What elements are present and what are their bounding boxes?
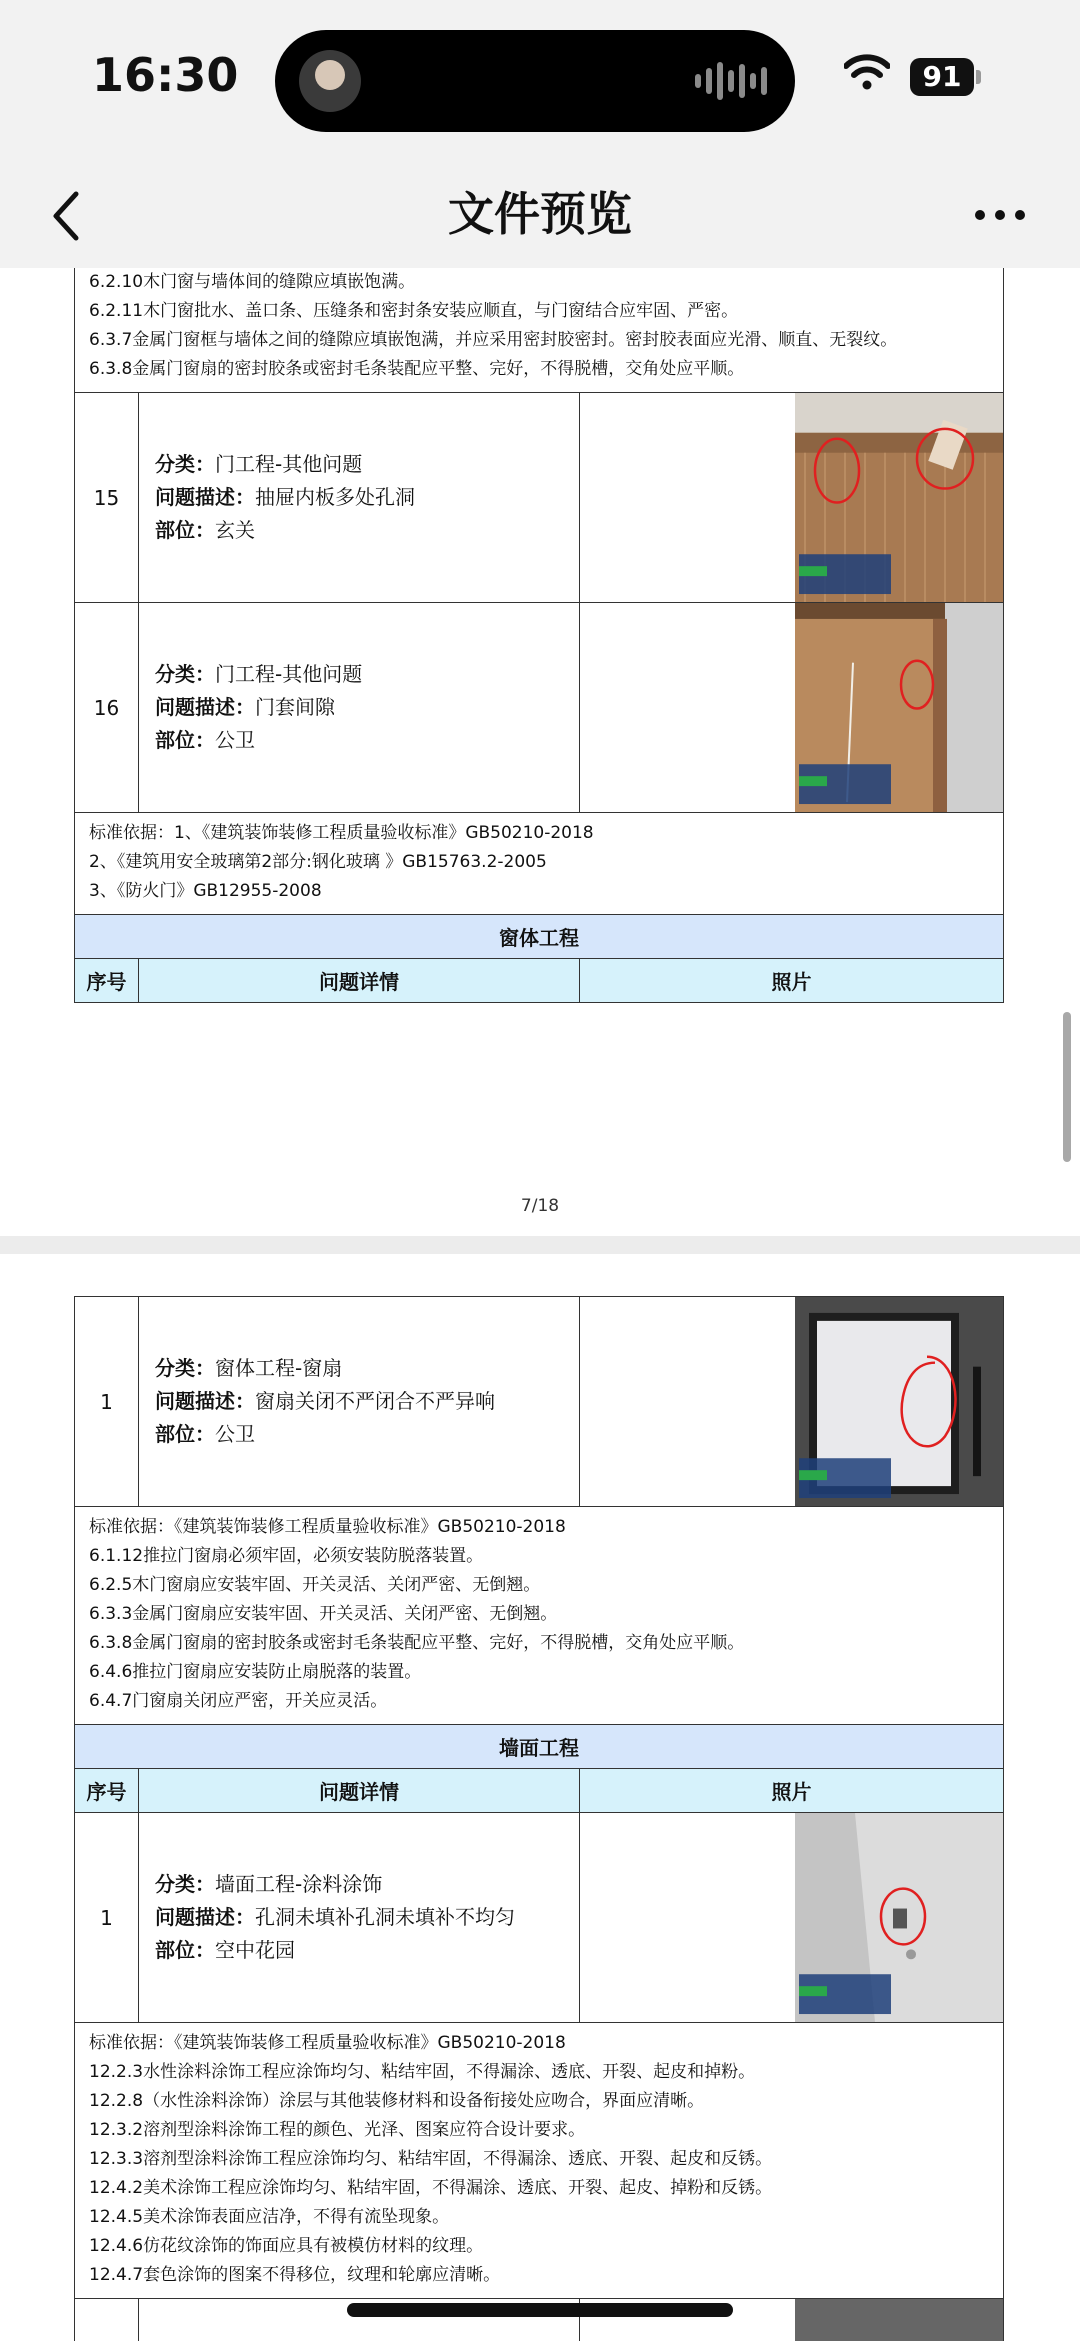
standard-line: 12.3.3溶剂型涂料涂饰工程应涂饰均匀、粘结牢固，不得漏涂、透底、开裂、起皮和反锈。 [89, 2149, 773, 2169]
battery-icon: 91 [910, 58, 974, 96]
item-detail: 分类：窗体工程-窗扇 问题描述：窗扇关闭不严闭合不严异响 部位：公卫 [139, 1297, 580, 1506]
standard-line: 6.3.8金属门窗扇的密封胶条或密封毛条装配应平整、完好，不得脱槽，交角处应平顺。 [89, 359, 745, 379]
standard-line: 12.4.2美术涂饰工程应涂饰均匀、粘结牢固，不得漏涂、透底、开裂、起皮、掉粉和反锈。 [89, 2178, 773, 2198]
standard-line: 6.2.10木门窗与墙体间的缝隙应填嵌饱满。 [89, 272, 416, 292]
standards-text [75, 1507, 1003, 1725]
header-detail: 问题详情 [139, 959, 580, 1002]
standards-text [75, 813, 1003, 915]
wifi-icon [844, 54, 890, 90]
standard-line: 6.4.6推拉门窗扇应安装防止扇脱落的装置。 [89, 1662, 422, 1682]
issue-photo[interactable] [795, 1813, 1003, 2022]
standard-line: 12.2.3水性涂料涂饰工程应涂饰均匀、粘结牢固，不得漏涂、透底、开裂、起皮和掉粉。 [89, 2062, 756, 2082]
nav-bar [0, 160, 1080, 268]
header-no: 序号 [75, 959, 139, 1002]
standard-line: 12.4.5美术涂饰表面应洁净，不得有流坠现象。 [89, 2207, 450, 2227]
standard-line: 12.4.6仿花纹涂饰的饰面应具有被模仿材料的纹理。 [89, 2236, 484, 2256]
standard-line: 12.3.2溶剂型涂料涂饰工程的颜色、光泽、图案应符合设计要求。 [89, 2120, 586, 2140]
header-photo: 照片 [771, 970, 812, 994]
photo-cell [580, 1813, 1003, 2022]
standards-text [75, 268, 1003, 393]
standard-line: 2、《建筑用安全玻璃第2部分:钢化玻璃 》GB15763.2-2005 [89, 852, 547, 872]
item-detail: 分类：门工程-其他问题 问题描述：门套间隙 部位：公卫 [139, 603, 580, 812]
issue-photo[interactable] [795, 603, 1003, 812]
standard-line: 6.3.3金属门窗扇应安装牢固、开关灵活、关闭严密、无倒翘。 [89, 1604, 558, 1624]
header-photo: 照片 [771, 1780, 812, 1804]
item-number: 1 [75, 1813, 139, 2022]
standard-line: 6.4.7门窗扇关闭应严密，开关应灵活。 [89, 1691, 388, 1711]
standards-text [75, 2023, 1003, 2299]
standard-line: 6.2.11木门窗批水、盖口条、压缝条和密封条安装应顺直，与门窗结合应牢固、严密。 [89, 301, 739, 321]
header-detail: 问题详情 [139, 1769, 580, 1812]
issue-photo[interactable] [795, 1297, 1003, 1506]
standard-line: 标准依据：《建筑装饰装修工程质量验收标准》GB50210-2018 [89, 1517, 566, 1537]
item-number: 15 [75, 393, 139, 602]
section-title: 窗体工程 [75, 915, 1003, 959]
standard-line: 6.1.12推拉门窗扇必须牢固，必须安装防脱落装置。 [89, 1546, 484, 1566]
document-page [0, 268, 1080, 1236]
standard-line: 标准依据：《建筑装饰装修工程质量验收标准》GB50210-2018 [89, 2033, 566, 2053]
table-row [75, 603, 1003, 813]
waveform-icon [695, 60, 767, 102]
battery-cap [976, 70, 981, 84]
standard-line: 6.2.5木门窗扇应安装牢固、开关灵活、关闭严密、无倒翘。 [89, 1575, 541, 1595]
item-number [75, 2299, 139, 2341]
page-title: 文件预览 [448, 187, 632, 241]
standard-line: 6.3.8金属门窗扇的密封胶条或密封毛条装配应平整、完好，不得脱槽，交角处应平顺。 [89, 1633, 745, 1653]
report-table [74, 1296, 1004, 2341]
standard-line: 6.3.7金属门窗框与墙体之间的缝隙应填嵌饱满，并应采用密封胶密封。密封胶表面应光滑、顺直、无裂纹。 [89, 330, 898, 350]
standard-line: 3、《防火门》GB12955-2008 [89, 881, 322, 901]
issue-photo[interactable] [795, 393, 1003, 602]
standard-line: 标准依据：1、《建筑装饰装修工程质量验收标准》GB50210-2018 [89, 823, 594, 843]
scrollbar[interactable] [1063, 1012, 1071, 1162]
now-playing-avatar [299, 50, 361, 112]
more-icon[interactable] [972, 200, 1028, 230]
status-time: 16:30 [92, 48, 239, 102]
standard-line: 12.2.8（水性涂料涂饰）涂层与其他装修材料和设备衔接处应吻合，界面应清晰。 [89, 2091, 705, 2111]
photo-cell [580, 1297, 1003, 1506]
header-no: 序号 [75, 1769, 139, 1812]
section-title: 墙面工程 [75, 1725, 1003, 1769]
issue-photo[interactable] [795, 2299, 1003, 2341]
item-number: 16 [75, 603, 139, 812]
table-row [75, 1297, 1003, 1507]
table-header [75, 1769, 1003, 1813]
item-number: 1 [75, 1297, 139, 1506]
item-detail: 分类：门工程-其他问题 问题描述：抽屉内板多处孔洞 部位：玄关 [139, 393, 580, 602]
home-indicator[interactable] [347, 2303, 733, 2317]
report-table [74, 268, 1004, 1003]
dynamic-island[interactable] [275, 30, 795, 132]
document-page [0, 1254, 1080, 2341]
photo-cell [580, 393, 1003, 602]
photo-cell [580, 603, 1003, 812]
item-detail: 分类：墙面工程-涂料涂饰 问题描述：孔洞未填补孔洞未填补不均匀 部位：空中花园 [139, 1813, 580, 2022]
table-row [75, 393, 1003, 603]
status-bar [0, 0, 1080, 160]
page-number: 7/18 [520, 1196, 560, 1216]
standard-line: 12.4.7套色涂饰的图案不得移位，纹理和轮廓应清晰。 [89, 2265, 501, 2285]
table-header [75, 959, 1003, 1003]
table-row [75, 1813, 1003, 2023]
